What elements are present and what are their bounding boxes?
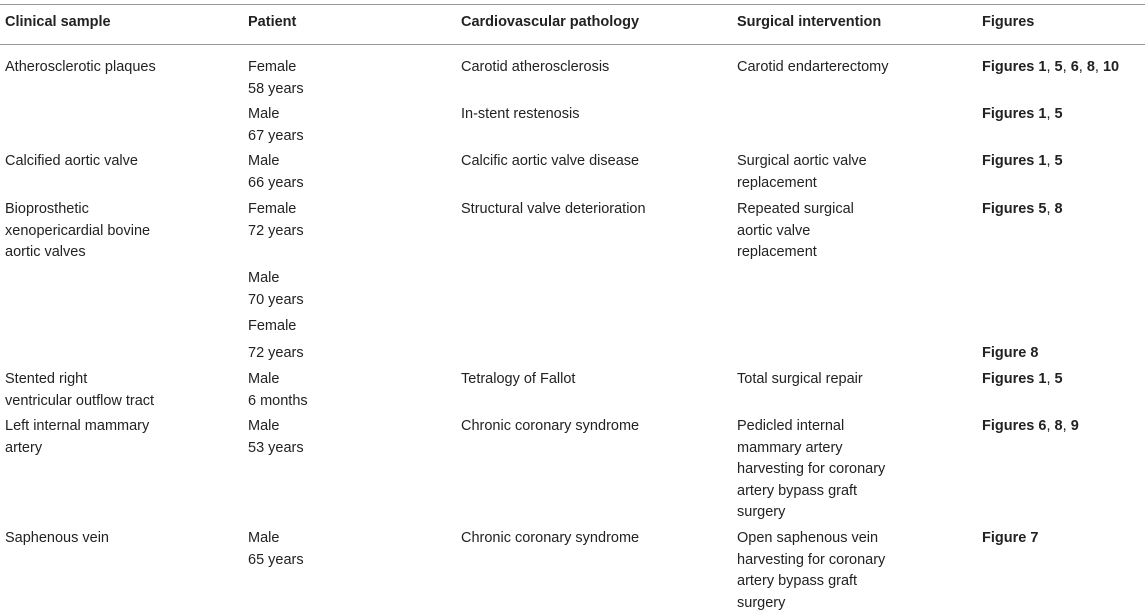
cell-figures [982,343,1038,365]
cell-line: ventricular outflow tract [5,392,155,409]
figure-label: Figures [982,371,1035,387]
cell-pathology [461,199,646,221]
cell-line: artery [5,439,43,456]
cell-line: Carotid endarterectomy [737,59,889,75]
cell-line: 58 years [248,80,304,97]
cell-line: harvesting for coronary [737,551,886,568]
cell-line: Tetralogy of Fallot [461,371,576,387]
cell-line: Carotid atherosclerosis [461,59,610,75]
figure-link[interactable]: 8 [1086,59,1095,75]
cell-line: Surgical aortic valve [737,153,867,169]
figure-label: Figures [982,106,1035,122]
cell-line: mammary artery [737,439,843,456]
cell-intervention [737,151,867,194]
cell-patient [248,151,304,194]
cell-figures: Figures 6, 8, 9 [982,418,1079,434]
figure-link[interactable]: 5 [1038,201,1047,217]
cell-pathology [461,57,609,79]
header-cardiovascular-pathology: Cardiovascular pathology [461,14,640,30]
figure-link[interactable]: 5 [1054,371,1063,387]
cell-line: 65 years [248,551,304,568]
cell-intervention [737,416,885,524]
cell-intervention [737,369,863,391]
figure-link[interactable]: 8 [1054,201,1063,217]
cell-pathology [461,528,639,550]
cell-line: replacement [737,174,817,191]
cell-line: Stented right [5,371,88,387]
cell-patient [248,316,296,338]
figure-link[interactable]: 1 [1038,106,1047,122]
figure-link[interactable]: 5 [1054,153,1063,169]
cell-line: Structural valve deterioration [461,201,646,217]
cell-pathology [461,104,579,126]
cell-line: Male [248,418,280,434]
figure-label: Figures [982,418,1035,434]
cell-line: Total surgical repair [737,371,863,387]
cell-patient [248,369,308,412]
cell-line: Female [248,201,297,217]
figure-link[interactable]: 6 [1070,59,1079,75]
figure-link[interactable]: 1 [1038,153,1047,169]
cell-line: 70 years [248,291,304,308]
cell-intervention [737,528,885,614]
cell-clinical-sample [5,151,138,173]
figure-label: Figure [982,345,1027,361]
cell-pathology [461,416,639,438]
cell-clinical-sample [5,528,109,550]
cell-clinical-sample [5,199,150,264]
figure-link[interactable]: 5 [1054,106,1063,122]
figure-link[interactable]: 7 [1030,530,1039,546]
cell-line: aortic valves [5,244,86,260]
cell-line: In-stent restenosis [461,106,580,122]
cell-line: Calcific aortic valve disease [461,153,640,169]
cell-figures: Figures 1, 5 [982,106,1063,122]
cell-intervention [737,57,889,79]
cell-line: replacement [737,244,817,260]
header-rule [0,44,1145,45]
cell-line: artery bypass graft [737,573,858,589]
figure-label: Figures [982,59,1035,75]
cell-line: 72 years [248,222,304,239]
cell-line: harvesting for coronary [737,461,886,477]
cell-patient [248,57,304,100]
figure-link[interactable]: 1 [1038,59,1047,75]
cell-line: Atherosclerotic plaques [5,59,156,75]
cell-line: 6 months [248,392,308,409]
cell-line: 66 years [248,174,304,191]
cell-patient [248,343,304,365]
cell-line: 53 years [248,439,304,456]
header-clinical-sample: Clinical sample [5,14,111,30]
cell-patient [248,104,304,147]
cell-patient [248,268,304,311]
cell-line: Bioprosthetic [5,201,89,217]
cell-line: Female [248,59,297,75]
cell-line: Male [248,371,280,387]
figure-link[interactable]: 9 [1070,418,1079,434]
cell-intervention [737,199,854,264]
figure-link[interactable]: 8 [1030,345,1039,361]
cell-line: 67 years [248,127,304,144]
cell-clinical-sample [5,369,154,412]
cell-line: Male [248,270,280,286]
cell-line: Female [248,318,297,334]
cell-line: Chronic coronary syndrome [461,418,640,434]
figure-label: Figures [982,201,1035,217]
figure-link[interactable]: 6 [1038,418,1047,434]
figure-link[interactable]: 10 [1102,59,1120,75]
top-rule [0,4,1145,5]
cell-line: surgery [737,504,786,520]
cell-clinical-sample [5,57,156,79]
cell-figures: Figures 5, 8 [982,201,1063,217]
cell-line: Chronic coronary syndrome [461,530,640,546]
cell-figures: Figures 1, 5 [982,371,1063,387]
cell-figures [982,528,1038,550]
cell-pathology [461,369,575,391]
cell-patient [248,528,304,571]
cell-line: Open saphenous vein [737,530,879,546]
cell-line: Pedicled internal [737,418,845,434]
cell-line: Male [248,153,280,169]
cell-line: Left internal mammary [5,418,150,434]
cell-figures: Figures 1, 5, 6, 8, 10 [982,59,1120,75]
figure-link[interactable]: 1 [1038,371,1047,387]
cell-clinical-sample [5,416,149,459]
cell-line: 72 years [248,345,304,361]
cell-line: aortic valve [737,222,811,239]
cell-line: Repeated surgical [737,201,854,217]
cell-line: Male [248,530,280,546]
cell-patient [248,416,304,459]
cell-line: xenopericardial bovine [5,222,151,239]
figure-label: Figure [982,530,1027,546]
figure-link[interactable]: 5 [1054,59,1063,75]
cell-line: Male [248,106,280,122]
cell-line: artery bypass graft [737,482,858,499]
figure-label: Figures [982,153,1035,169]
header-patient: Patient [248,14,297,30]
cell-patient [248,199,304,242]
cell-line: surgery [737,594,786,611]
cell-figures: Figures 1, 5 [982,153,1063,169]
cell-pathology [461,151,639,173]
header-surgical-intervention: Surgical intervention [737,14,882,30]
figure-link[interactable]: 8 [1054,418,1063,434]
cell-line: Calcified aortic valve [5,153,138,169]
cell-line: Saphenous vein [5,530,109,546]
header-figures: Figures [982,14,1035,30]
